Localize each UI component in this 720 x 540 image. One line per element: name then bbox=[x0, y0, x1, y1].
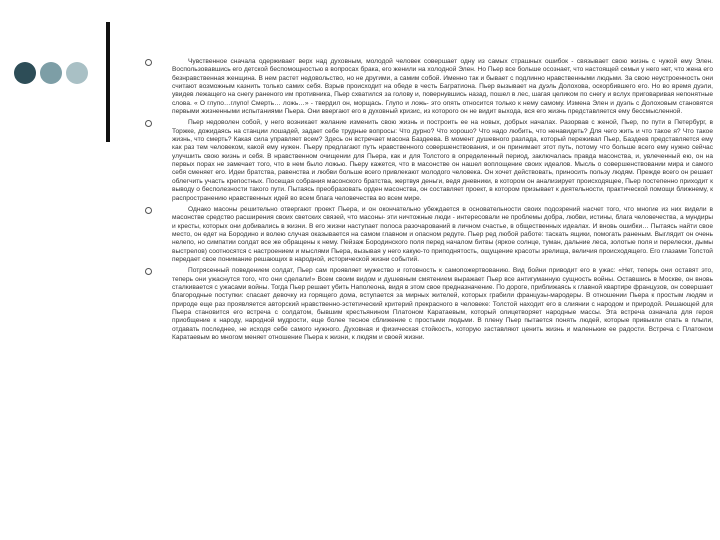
paragraph-item bbox=[145, 119, 713, 202]
bullet-icon bbox=[145, 268, 152, 275]
decor-dot bbox=[66, 62, 88, 84]
paragraph-text: Чувственное сначала одерживает верх над духовным, молодой человек совершает одну из самых страшных ошибок - связывает свою жизнь с чужой ему Элен. Воспользовавшись его детской беспомощностью в вопросах брака, его женили на холодной Элен. Но Пьер все больше осознает, что настоящей семьи у него нет, что жена его безнравственная женщина. В нем растет недовольство, но не другими, а самим собой. Именно так и бывает с подлинно нравственными людьми. За свою неустроенность они считают возможным казнить только самих себя. Взрыв происходит на обеде в честь Багратиона. Пьер вызывает на дуэль Долохова, оскорбившего его. Но во время дуэли, увидев лежащего на снегу раненого им противника, Пьер схватился за голову и, повернувшись назад, пошел в лес, шагая целиком по снегу и вслух приговаривая непонятные слова. « О глупо…глупо! Смерть… ложь…» - твердил он, морщась. Глупо и ложь- это опять относится только к нему самому. Измена Элен и дуэль с Долоховым становятся первыми жизненными испытаниями Пьера. Они ввергают его в духовный кризис, из которого он не видит выхода, вся его жизнь представляется ему бессмысленной. bbox=[172, 58, 713, 116]
slide-content bbox=[145, 58, 713, 345]
paragraph-text: Однако масоны решительно отвергают проект Пьера, и он окончательно убеждается в основательности своих подозрений насчет того, что многие из них видели в масонстве средство расширения своих светских связей, что масоны- эти ничтожные люди - интересовали не проблемы добра, любви, истины, блага человечества, а мундиры и кресты, которых они добивались в жизни. В его жизни наступает полоса разочарований в личном счастье, в общественных идеалах. И вновь ошибки… Пытаясь найти свое место, он едет на Бородино и волею случая оказывается на самом главном и опасном редуте. Пьер ред любой работе: таскать ящики, помогать раненым. Выглядит он очень нелепо, но симпатии солдат все же обращены к нему. Пейзаж Бородинского поля перед началом битвы (яркое солнце, туман, дальние леса, золотые поля и перелески, дымы выстрелов) соотносятся с настроением и мыслями Пьера, вызывая у него какую-то приподнятость, ощущение красоты зрелища, величия происходящего. Его глазами Толстой передает свое понимание решающих в народной, исторической жизни событий. bbox=[172, 205, 713, 263]
paragraph-text: Пьер недоволен собой, у него возникает желание изменить свою жизнь и построить ее на новых, добрых началах. Разорвав с женой, Пьер, по пути в Петербург, в Торжке, дожидаясь на станции лошадей, задает себе трудные вопросы: Что дурно? Что хорошо? Что надо любить, что ненавидеть? Для чего жить и что такое я? Что такое жизнь, что смерть? Какая сила управляет всем? Здесь он встречает масона Баздеева. В момент душевного разлада, который переживал Пьер, Баздеев представляется ему как раз тем человеком, какой ему нужен. Пьеру предлагают путь нравственного совершенствования, и он принимает этот путь, потому что больше всего ему нужно сейчас улучшить свою жизнь и себя. В нравственном очищении для Пьера, как и для Толстого в определенный период, заключалась правда масонства, и, увлеченный ею, он на первых порах не замечает того, что в нем было ложью. Пьеру кажется, что в масонстве он нашел воплощение своих идеалов. Мысль о совершенствовании мира и самого себя сменяет его. Идеи братства, равенства и любви больше всего привлекают молодого человека. Он хочет действовать, приносить пользу людям. Прежде всего он решает облегчить участь крепостных. Посещая собрания масонского братства, жертвуя деньги, ведя дневники, в котором он анализирует происходящее, Пьер постепенно приходит к выводу о бесполезности такого пути. Пытаясь преобразовать орден масонства, он составляет проект, в котором призывает к деятельности, практической помощи ближнему, к распространению нравственных идей во всем блага человечества во всем мире. bbox=[172, 119, 713, 202]
bullet-icon bbox=[145, 59, 152, 66]
decor-dot bbox=[14, 62, 36, 84]
divider-line bbox=[106, 22, 110, 142]
bullet-icon bbox=[145, 120, 152, 127]
paragraph-item bbox=[145, 58, 713, 116]
paragraph-item bbox=[145, 206, 713, 264]
paragraph-text: Потрясенный поведением солдат, Пьер сам проявляет мужество и готовность к самопожертвованию. Вид бойни приводит его в ужас: «Нет, теперь они оставят это, теперь они ужаснутся того, что они сделали!» Всем своим видом и душевным смятением выражает Пьер все антигуманную сущность войны. Оставшись в Москве, он вновь сталкивается с ужасами войны. Тогда Пьер решает убить Наполеона, видя в этом свое предназначение. По дороге, приближаясь к главной квартире французов, он совершает благородные поступки: спасает девочку из горящего дома, вступается за мирных жителей, которых грабили французы-мародеры. В отношении Пьера к простым людям и природе еще раз проявляется авторский нравственно-эстетический критерий прекрасного в человеке: Толстой находит его в слиянии с народом и природой. Решающей для Пьера становится его встреча с солдатом, бывшим крестьянином Платоном Каратаевым, который олицетворяет народные массы. Эта встреча означала для героя приобщение к народу, народной мудрости, еще более тесное сближение с простыми людьми. В плену Пьер пытается понять людей, которые привыкли спать в плыли, отдавать последнее, не исходя себе самого нужного. Духовная и физическая стойкость, которую заставляют ценить жизнь и маленькие ее радости. Встреча с Платоном Каратаевым во многом меняет отношение Пьера к жизни, к людям и своей жизни. bbox=[172, 267, 713, 341]
paragraph-item bbox=[145, 267, 713, 342]
decor-dot bbox=[40, 62, 62, 84]
bullet-icon bbox=[145, 207, 152, 214]
